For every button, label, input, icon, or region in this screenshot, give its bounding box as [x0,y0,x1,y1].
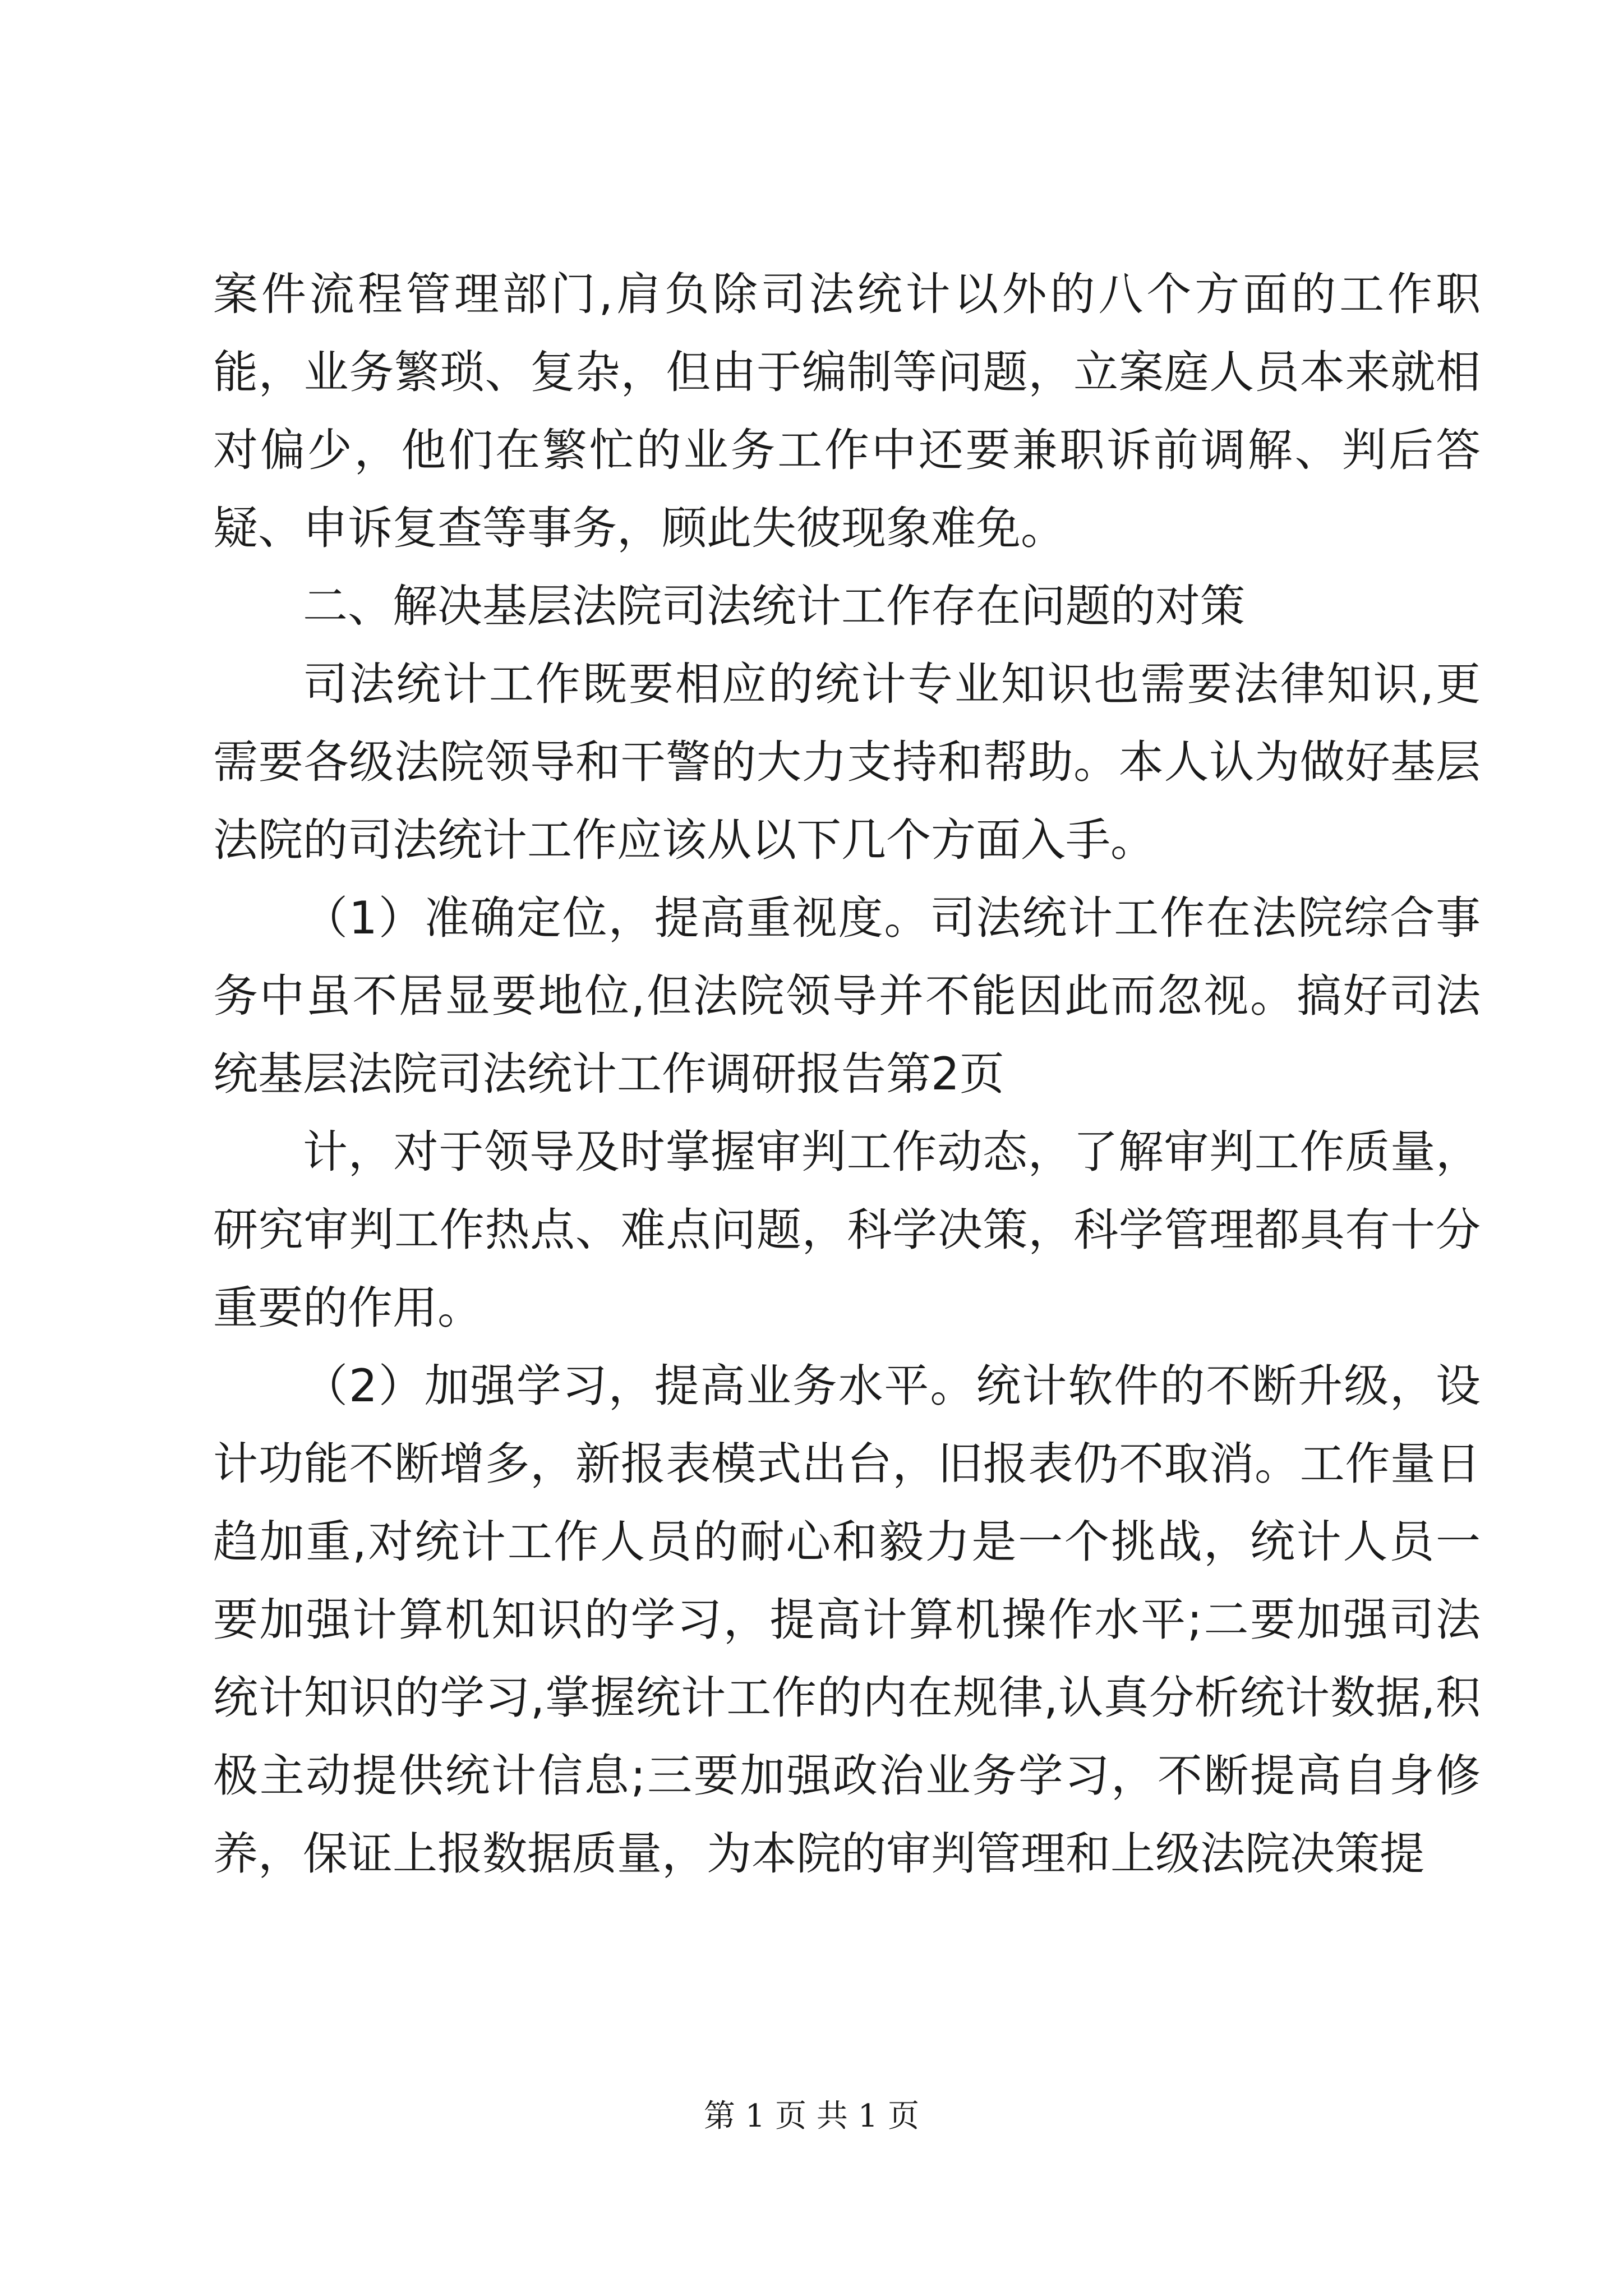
page-number-footer: 第 1 页 共 1 页 [703,2098,920,2134]
paragraph-3: 司法统计工作既要相应的统计专业知识也需要法律知识,更需要各级法院领导和干警的大力支持和帮助。本人认为做好基层法院的司法统计工作应该从以下几个方面入手。 [213,658,1481,866]
paragraph-1: 案件流程管理部门,肩负除司法统计以外的八个方面的工作职能，业务繁琐、复杂，但由于编制等问题，立案庭人员本来就相对偏少，他们在繁忙的业务工作中还要兼职诉前调解、判后答疑、申诉复查等事务，顾此失彼现象难免。 [213,268,1481,554]
section-heading: 二、解决基层法院司法统计工作存在问题的对策 [303,580,1245,632]
paragraph-4: （1）准确定位，提高重视度。司法统计工作在法院综合事务中虽不居显要地位,但法院领导并不能因此而忽视。搞好司法统基层法院司法统计工作调研报告第2页 [213,892,1481,1100]
paragraph-6: （2）加强学习，提高业务水平。统计软件的不断升级，设计功能不断增多，新报表模式出台，旧报表仍不取消。工作量日趋加重,对统计工作人员的耐心和毅力是一个挑战，统计人员一要加强计算机知识的学习，提高计算机操作水平;二要加强司法统计知识的学习,掌握统计工作的内在规律,认真分析统计数据,积极主动提供统计信息;三要加强政治业务学习，不断提高自身修养，保证上报数据质量，为本院的审判管理和上级法院决策提 [213,1360,1481,1880]
document-body [213,255,1481,1893]
paragraph-5: 计，对于领导及时掌握审判工作动态，了解审判工作质量，研究审判工作热点、难点问题，科学决策，科学管理都具有十分重要的作用。 [213,1126,1481,1334]
